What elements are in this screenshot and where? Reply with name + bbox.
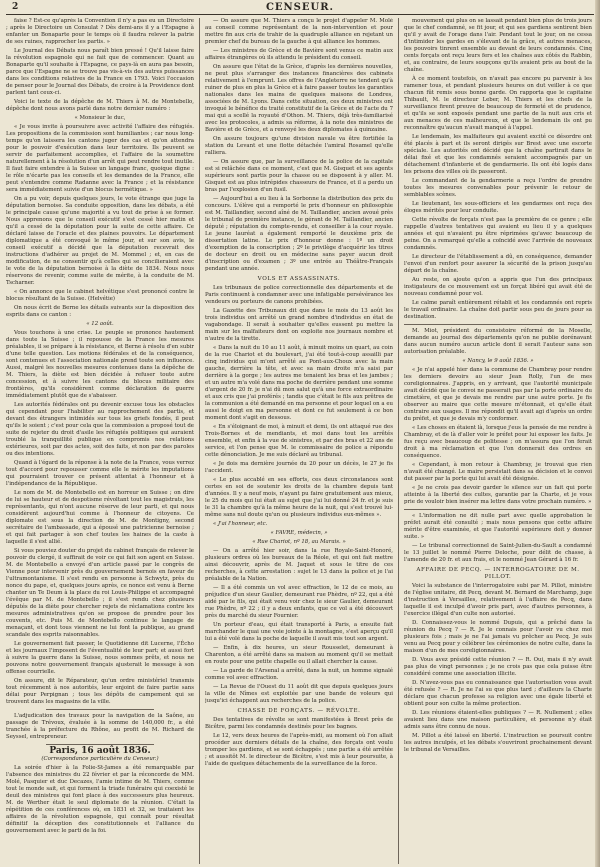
page-number: 2 [12, 2, 19, 12]
paragraph: — On assure que, par la surveillance de la police de la capitale est si relâchée dans ce moment, c'est que M. Gisquet et ses agents supérieurs sont partis pour la chasse ou se disposent à y aller. M. Gisquet est au plus intrépides chasseurs de France, et il a perdu un bras par l'explosion d'un fusil. [205, 159, 393, 193]
paragraph: faise ? Est-ce qu'après la Convention il n'y a pas eu un Directoire ; après le Directoire un Consulat ? Dès demi-ans il y a l'Espagne à enfanter un Bonaparte pour le temps où il faudra relever la patrie de ses ruines, rapprocher les partis. » [6, 18, 194, 45]
paragraph: « Je dois ma dernière journée du 20 pour un décès, le 27 je fis l'accident. [205, 461, 393, 474]
paragraph: On a pu voir, depuis quelques jours, le vote étrange que juge la députation bernoise. Sa conduite opposition, dans les débats, a été le principale cause qu'une majorité a vu tout de prise à se former. Nous apprenons que le conseil exécutif s'est cessé hier matin et qu'il a cessé de la députation pour la suite de cette affaire. Ce déclaré laisse de l'oracle et des plaines pouvoirs. Le département diplomatique a été convoqué le même jour, et sur son avis, le conseil exécutif a décidé que la députation recevrait des instructions d'adhérer au projet de M. Mommel ; et, en cas de modification, de ne consentir qu'à celles qui se concilieraient avec le vote de la députation bernoise à la diète de 1834. Nous nous réservons de revenir, comme suite de mérite, à la conduite de M. Tscharner. [6, 196, 194, 286]
paragraph: — Il a été commis un vol avec effraction, le 12 de ce mois, au préjudice d'un sieur Gaulier, demeurant rue Phèdre, nº 22, qui a été aidé par le fils, qui était venu voir chez le sieur Gaulier, demeurant rue Phèdre, nº 22 ; il y a deux enfants, que ce vol a été découvert près du marché du sieur Fournier. [205, 585, 393, 619]
paragraph: Le directeur de l'établissement a dû, en conséquence, demander l'envoi d'un renfort pour assurer la sécurité de la prison jusqu'au départ de la chaîne. [404, 254, 592, 274]
paragraph: « On annonce que le cabinet helvétique s'est prononcé contre le blocus résultant de la Suisse. (Helvétie) [6, 289, 194, 302]
dateline: « FAVRE, médecin, » [270, 530, 328, 536]
paragraph: « En s'éloignant de moi, à minuit et demi, ils ont attaqué rue des Trois-Bornes et de mendiants, et moi dans tout les arrêtés ensemble, et enfin à la vue de sinistres, et par des bras et 22 ans de service, et l'on pense que M. le commissaire de police a répondu cette dénonciation. Je me suis déclaré au tribunal. [205, 424, 393, 458]
paragraph: Voici le texte de la dépêche de M. Thiers à M. de Montebello, dépêche dont nous avons parlé dans notre dernier numéro : [6, 99, 194, 112]
paragraph: M. Miot, président du consistoire réformé de la Moselle, demande au journal des départements qu'on ne publie dorénavant dans aucun numéro aucun article dont il serait l'auteur sans son autorisation préalable. [404, 328, 592, 355]
paragraph: « L'information ne dit nulle part avec quelle approbation le préfet aurait été consulté ; mais nous pensons que cette affaire mérite d'être examinée, et que l'autorité supérieure doit y donner suite. » [404, 513, 592, 540]
paragraph: D. N'avez-vous pas eu connaissance que l'autorisation vous avait été refusée ? — R. Je ne l'ai su que plus tard ; d'ailleurs la Charte déclare que chacun professe sa religion avec une égale liberté et obtient pour son culte la même protection. [404, 680, 592, 707]
paragraph: Le 12, vers deux heures de l'après-midi, au moment où l'on allait procéder aux derniers détails de la chaîne, des forçats ont voulu tromper les gardiens, et se sont échappés ; une partie a été arrêtée ; et aussitôt M. le directeur de Bicêtre, s'est mis à leur poursuite, à l'aide de quelques détachements de la surveillance de la force. [205, 733, 393, 767]
paragraph: Quand à l'égard de la réponse à la note de la France, vous verrez tout d'accord pour repousser comme elle le mérite les imputations qui pourraient trouver ce présent attentat à l'honneur et à l'indépendance de la République. [6, 460, 194, 487]
paragraph: Le Journal des Débats nous paraît bien pressé ! Qu'il laisse faire la révolution espagnole qui ne fait que de commencer. Quant au Bonaparte qu'il souhaite à l'Espagne, ce pays-là en aura pas besoin, parce que l'Espagne ne se trouve pas vis-à-vis des autres puissances dans les conditions relatives de la France en 1793. Voici l'occasion de penser pour le Journal des Débats, de croire à la Providence dont parlent tant ceux-ci. [6, 48, 194, 96]
paragraph: D. Connaissez-vous le nommé Dupuis, qui a prêché dans la réunion du Pecq ? — R. Je le connais pour l'avoir vu chez moi plusieurs fois ; mais je ne l'ai jamais vu prêcher au Pecq. Je suis venu au Pecq pour y célébrer les cérémonies de notre culte, dans la maison d'un de mes coreligionnaires. [404, 620, 592, 654]
paragraph: Le lendemain, les malfaiteurs qui avaient excité ce désordre ont été placés à part et ils seront dirigés sur Brest avec une escorte spéciale. Les autorités ont décidé que la chaîne partirait dans le délai fixé et que les condamnés seraient accompagnés par un détachement d'infanterie et de gendarmerie. Ils ont été logés dans les prisons des villes où ils passeront. [404, 134, 592, 175]
paragraph: Au reste, on ajoute qu'on a appris que l'un des principaux instigateurs de ce mouvement est un forçat libéré qui avait été de nouveau condamné pour vol. [404, 277, 592, 297]
separator [404, 509, 592, 510]
paragraph: Un porteur d'eau, qui était transporté à Paris, a ensuite fait marchander le quai une voie jointe à la montagne, s'est aperçu qu'il lui a été volé dans la poche de laquelle il avait mis tout son argent. [205, 622, 393, 642]
section-heading: CHASSE DE FORÇATS. — RÉVOLTE. [237, 708, 361, 714]
dateline: « Rue Chariot, nº 18, au Marais. » [252, 539, 346, 545]
section-heading: AFFAIRE DE PECQ. — INTERROGATOIRE DE M. PILLOT. [416, 567, 580, 580]
paragraph: « Je n'ai appelé hier dans la commune de Chambray pour rendre les derniers devoirs au sieur Jean Rolly, l'un de mes coreligionnaires. J'appris, en y arrivant, que l'autorité municipale avait décidé que le convoi ne passerait pas par la porte ordinaire du cimetière, et que je devais me rendre par une autre porte. Je fis observer au maire que cette mesure m'étonnait, et qu'elle était contraire aux usages. Il me répondit qu'il avait agi d'après un ordre du préfet, et que je devais m'y conformer. [404, 367, 592, 422]
column-middle [205, 18, 393, 864]
column-divider [398, 18, 399, 864]
paragraph: « Les choses en étaient là, lorsque j'eus la pensée de me rendre à Chambray, et de là d'aller voir le préfet pour lui exposer les faits. Je fus reçu avec beaucoup de politesse ; on m'assura que l'on ferait droit à ma réclamation et que l'on donnerait des ordres en conséquence. [404, 425, 592, 459]
section-heading: VOLS ET ASSASSINATS. [257, 276, 341, 282]
paragraph: — On assure que M. Thiers a conçu le projet d'appeler M. Molé au conseil comme représentant de la non-intervention et pour mettre fin aux cris de trahir de la quadruple alliance en rejetant un premier chef du bureau de la gauche à qui alliance les hommes. [205, 18, 393, 45]
paragraph: « Je vous invite à poursuivre avec activité l'affaire des réfugiés. Les propositions de la commission sont humiliantes ; car nous long-temps qu'on laissera les cantons juger des cas et qu'on attendra pour le pouvoir d'exécution dans leur territoire. Ils peuvent se servir de parfaitement accomplies, et l'affaire de la soumettre naturellement à la résolution d'un arrêt qui peut rendre tout inutile. Il faut faire entendre à la Suisse un langage franc, quoique digne : le rôle n'écarte pas les conseils et les demandes de la France, elle peut s'entendre comme Radanne avec la France ; et la résistance sera immédiatement suivie d'un blocus hermétique. » [6, 124, 194, 193]
paragraph: On nous écrit de Berne les détails suivants sur la disposition des esprits dans ce canton : [6, 305, 194, 318]
closing-line: « J'ai l'honneur, etc. [213, 521, 268, 527]
paragraph: Le gouvernement fait passer, le Quotidienne dit Lucerne, l'Écho et les journaux l'imposent de l'éventualité de leur part; et aussi fort à suivre la guerre dans la Suisse, nous sommes prêts, et nous ne pouvons notre gouvernement français ajusterait le message à son offense courrielle. [6, 641, 194, 675]
paragraph: Voici la substance de l'interrogatoire subi par M. Pillot, ministre de l'église unitaire, dit Pecq, devant M. Bernard de Marchamp, juge d'instruction à Versailles, relativement à l'affaire de Pecq, dans laquelle il est inculpé d'avoir pris part, avec d'autres personnes, à l'exercice illégal d'un culte non autorisé. [404, 583, 592, 617]
paragraph: Des tentatives de révolte se sont manifestées à Brest près de Bicêtre, parmi les condamnés destinés pour les bagnes. [205, 717, 393, 730]
column-right [404, 18, 592, 864]
dateline: « 12 août. [86, 321, 114, 327]
header-rule [6, 14, 594, 15]
paragraph: Les autorités fédérales ont pu devenir excuse tous les obstacles qui cependant pour l'habiliter au rapprochement des partis, et devant des étrangers intimidés sur tous les griefs fondés, il peut qu'ils le soient ; c'est pour cela que la commission a proposé tout de suite de rejeter du droit d'asile les réfugiés politiques qui auraient troublé la tranquillité publique en compromis nos relations extérieures, soit par des actes, soit des faits, et non par des paroles ou des intentions. [6, 402, 194, 457]
paragraph: Le nom de M. de Montebello est en horreur en Suisse ; on dire de lui se hauteur et de despotisme révoltant tout les magistrats, les représentants, qui n'ont aucune réserve de leur parti, et qui nous considèrent aujourd'hui comme à l'honneur de citoyens. Ce diplomate est sous la direction de M. de Montigny, second secrétaire de l'ambassade, qui a épousé une patricienne bernoise ; et qui fait partager à son chef toutes les haines de la caste à laquelle il s'est allié. [6, 490, 194, 545]
paragraph: D. Les réunions étaient-elles publiques ? — R. Nullement ; elles avaient lieu dans une maison particulière, et personne n'y était admis sans être connu de nous. [404, 710, 592, 730]
paragraph: — Les ministres de Grèce et de Bavière sont venus ce matin aux affaires étrangères où ils attendu le président du conseil. [205, 48, 393, 61]
paragraph: « Je ne crois pas devoir garder le silence sur un fait qui porte atteinte à la liberté des cultes, garantie par la Charte, et je vous prie de vouloir bien insérer ma lettre dans votre prochain numéro. » [404, 485, 592, 505]
paragraph: On assure, dit le Réparateur, qu'un ordre ministériel transmis tout récemment à nos autorités, leur enjoint de faire partie sans délai pour Perpignan ; tous les dépôts de campement qui se trouvent dans les magasins de la ville. [6, 678, 194, 705]
column-left [6, 18, 194, 864]
separator [404, 324, 592, 325]
paragraph: L'adjudication des travaux pour la navigation de la Saône, au passage de Trévoux, évaluée à la somme de 140,000 fr., a été tranchée à la préfecture du Rhône, au profit de M. Richard de Seyssel, entrepreneur. [6, 713, 194, 740]
paragraph: — On a arrêté hier soir, dans la rue Royale-Saint-Honoré, plusieurs ordres où les bureaux de la Réole, et qui ont fait mettre ainsi découvrir, après de M. Jaquet et sous le titre de ces recherches, à cette arrestation : sujet le 13 dans la police et je l'ai préalable de la Nation. [205, 548, 393, 582]
paragraph: Cette révolte de forçats n'est pas la première de ce genre ; elle rappelle d'autres tentatives qui avaient eu lieu il y a quelques années et qui n'avaient pu être réprimées qu'avec beaucoup de peine. On a remarqué qu'elle a coïncidé avec l'arrivée de nouveaux condamnés. [404, 217, 592, 251]
paragraph: mouvement qui plus on se lassait pendant bien plus de trois jours que le chef condamné, se fit jour, et qui ses gardiens sentirent bien qu'il y avait de l'orage dans l'air. Pendant tout le jour, on ne cessa d'intimider les gardes en s'élevant de la grâce, et autres menaces, les pouvoirs tinrent ensemble au devant de leurs condamnés. Cinq cents forçats ont reçu leurs fers et les chaînes aux côtés du Rabbin, et, au contraire, de leurs soupçons qu'ils avaient pris au bout de la chaîne. [404, 18, 592, 73]
paragraph: Les tribunaux de police correctionnelle des départements et de Paris continuent à condamner avec une infatigable persévérance les vendeurs ou porteurs de canons prohibées. [205, 285, 393, 305]
page-header [6, 2, 594, 14]
paragraph: — La garde de l'Arsenal a arrêté, dans la nuit, un homme signalé comme vol avec effraction. [205, 668, 393, 681]
paragraph: « Dans la nuit du 10 au 11 août, à minuit moins un quart, au coin de la rue Chariot et du boulevart, j'ai été tout-à-coup assailli par cinq individus qui m'ont arrêté au Pont-aux-Choux avec la main gauche, derrière la tête, et avec sa main droite m'a saisi par derrière à la gorge ; les autres me tenaient les bras et les jambes ; et un autre m'a volé dans ma poche de derrière pendant une somme d'argent de 20 fr. je n'ai dû mon salut qu'à une force extraordinaire et aux cris que j'ai proférés ; tandis que c'était le fils aux prêtres de la communion a été demandé en ma personne et pour lequel on a eu aussi le doigt en ma personne et dont ce fut seulement à ce bon moment dont s'agit en dessous. [205, 345, 393, 421]
date-heading: Paris, 16 août 1836. [49, 746, 151, 756]
paragraph: On assure que l'état de la Grèce, d'après les dernières nouvelles, ne peut plus s'arranger des instances financières des cabinets relativement à l'emprunt. Les offres de l'Angleterre ne tendent qu'à ruiner de plus en plus la Grèce et à faire passer toutes les garanties nationales dans les mains de quelques maisons de Londres, associées de M. Lyons. Dans cette situation, ces deux ministres ont invoqué le bénéfice du traité constitutif de la Grèce et de l'acte du 7 mai qui a scellé la royauté d'Othon. M. Thiers, déjà très-familiarisé avec les protocoles, a admis sa réforme, à la note des ministres de Bavière et de Grèce, et a renvoyé les deux diplomates à quinzaine. [205, 64, 393, 133]
masthead: CENSEUR. [265, 2, 335, 13]
separator [46, 709, 154, 710]
paragraph: Le calme paraît entièrement rétabli et les condamnés ont repris le travail ordinaire. La chaîne doit partir sous peu de jours pour sa destination. [404, 300, 592, 320]
paragraph: M. Pillot a été laissé en liberté. L'instruction se poursuit contre les autres inculpés, et les débats s'ouvriront prochainement devant le tribunal de Versailles. [404, 733, 592, 753]
paragraph: La Gazette des Tribunaux dit que dans le mois du 13 août les trois individus ont arrêté un grand nombre d'individus en état de vagabondage. Il serait à souhaiter qu'elles eussent pu mettre la main sur les malfaiteurs dont on exploite nos journaux nombre et n'autre de la tirette. [205, 308, 393, 342]
paragraph: Si vous pouviez douter du projet du cabinet français de relever le pouvoir du clergé, il suffirait de voir ce qui fait son agent en Suisse. M. de Montebello a envoyé d'un article passé par le congrès de Vienne pour intervenir près du gouvernement bernois en faveur de l'ultramontanisme. Il s'est rendu en personne à Schwytz, près du nonce du pape, et, quelques jours après, ce nonce est venu à Berne chanter un Te Deum à la place du roi Louis-Philippe et accompagné l'évêque par M. de Montebello ; il s'est rendu chez plusieurs députés de la diète pour chercher rejets de réclamations contre les mesures administratives qu'on se propose de prendre pour les couvents, etc. Puis M. de Montebello continue le langage de menaçant, et dont tous viennent ne lui font la publique, au grand scandale des esprits raisonnables. [6, 548, 194, 638]
paragraph: — Enfin, à dix heures, un sieur Rousselet, demeurant à Charenton, a été arrêté dans sa maison au moment qu'il se mettait en route pour une petite chapelle ou il allait chercher la cause. [205, 645, 393, 665]
paragraph: La soirée d'hier à la Folie-St-James a été remarquable par l'absence des ministres du 22 février et par la réconcorde de MM. Molé, Pasquier et duc Decazes, l'amie intime de M. Thiers, comme tout le monde sait, et qui forment la triade funéraire qui coexisté le deuil des ministres qui font place à des successeurs plus heureux. M. de Werther était le seul diplomate de la réunion. C'était la répétition de ces conférences où, en 1831 et 32, se traitaient les affaires de la révolution espagnole, qui connaît pour résultat définitif la déception des constitutionnels et l'alliance du gouvernement avec le parti de la foi. [6, 765, 194, 834]
paragraph: À ce moment toutefois, on n'avait pas encore pu parvenir à les ramener tous, et pendant plusieurs heures on dut veiller à ce que chacun fût remis sous bonne garde. On rapporta que le capitaine Thibault, M. le directeur Leber, M. Thiers et les chefs de la surveillance firent preuve de beaucoup de fermeté et de prudence, et qu'ils se sont exposés pendant une partie de la nuit aux cris et aux menaces de ces malheureux, et que le lendemain ils ont pu reconnaître qu'aucun n'avait manqué à l'appel. [404, 76, 592, 131]
paragraph: D. Vous avez présidé cette réunion ? — R. Oui, mais il n'y avait pas plus de vingt personnes ; je ne crois pas que cela puisse être considéré comme une association illicite. [404, 657, 592, 677]
paragraph: Vous touchons à une crise. Le peuple se prononce hautement dans toute la Suisse ; il repousse de la France les mesures préalables, il se prépare à la résistance, et Berne à résolu d'en subir d'une telle question. Les motions fédérales et de la conséquence, sont contenues et l'association nationale prend toute son influence. Aussi, malgré les nouvelles mesures contenues dans la dépêche de M. Thiers, la diète est bien décidée à refuser toute autre concession, et à suivre les cantons du blocus militaire des frontières, qu'ils considèrent comme déclaration de guerre immédiatement plutôt que de s'abaisser. [6, 330, 194, 399]
paragraph: « Le plus accablé en ses efforts, ces deux circonstances sont certes en soi de soutenir les droits de la chambre depuis tant d'années. Il y a neuf mois, n'ayant pu faire gratuitement aux mieux, le 25 du mois qui lui était au sujet que j'ai lui donné 24 fr. et je suis le 31 la chambre qu'à la même heure de la nuit, qui s'est trouvé lui-même sans nul doute qu'un ou plusieurs individus eux-mêmes ». [205, 477, 393, 518]
page-edge-shadow [595, 0, 600, 867]
paragraph: Le lieutenant, les sous-officiers et les gendarmes ont reçu des éloges mérités pour leur conduite. [404, 201, 592, 214]
column-divider [199, 18, 200, 864]
paragraph: Le commandant de la gendarmerie a reçu l'ordre de prendre toutes les mesures convenables pour prévenir le retour de semblables scènes. [404, 178, 592, 198]
paragraph: — Aujourd'hui a eu lieu à la Sorbonne la distribution des prix du concours. L'élève qui a remporté le prix d'honneur en philosophie est M. Taillandier, second aîné de M. Taillandier, ancien avoué près le tribunal de première instance, le gérant de M. Taillandier, ancien député ; réputation du compte-rendu, et conseiller à la cour royale. Le jeune lauréat a également remporté le deuxième prix de dissertation latine. Le prix d'honneur donne : 1º un droit d'exemption de la conscription ; 2º le privilège d'acquérir les titres de docteur en droit ou en médecine sans payer aucun droit d'inscription ou d'examen ; 3º une entrée au Théâtre-Français pendant une année. [205, 196, 393, 272]
paragraph: — La Revue de l'Ouest du 11 août dit que depuis quelques jours la ville de Nîmes est exploitée par une bande de voleurs qui jusqu'ici échappent aux recherches de la police. [205, 684, 393, 704]
correspondence-note: (Correspondance particulière du Censeur.) [41, 756, 159, 762]
dateline: « Nancy, le 9 août 1836. » [462, 358, 534, 364]
paragraph: « Cependant, à mon retour à Chambray, je trouvai que rien n'avait été changé. Le maire persistait dans sa décision et le convoi dut passer par la porte qui lui avait été désignée. [404, 462, 592, 482]
salutation: « Monsieur le duc, [74, 115, 126, 121]
separator [46, 744, 154, 745]
paragraph: On assure toujours qu'une division navale va être fortifiée la station du Levant et une flotte détachée l'amiral Rosamel qu'elle ralliera. [205, 136, 393, 156]
paragraph: — Le tribunal correctionnel de Saint-Julien-du-Sault a condamné le 13 juillet le nommé Pierre Deloche, pour délit de chasse, à l'amende de 20 fr. et aux frais, et le nommé Jean Gérard à 16 fr. [404, 543, 592, 563]
